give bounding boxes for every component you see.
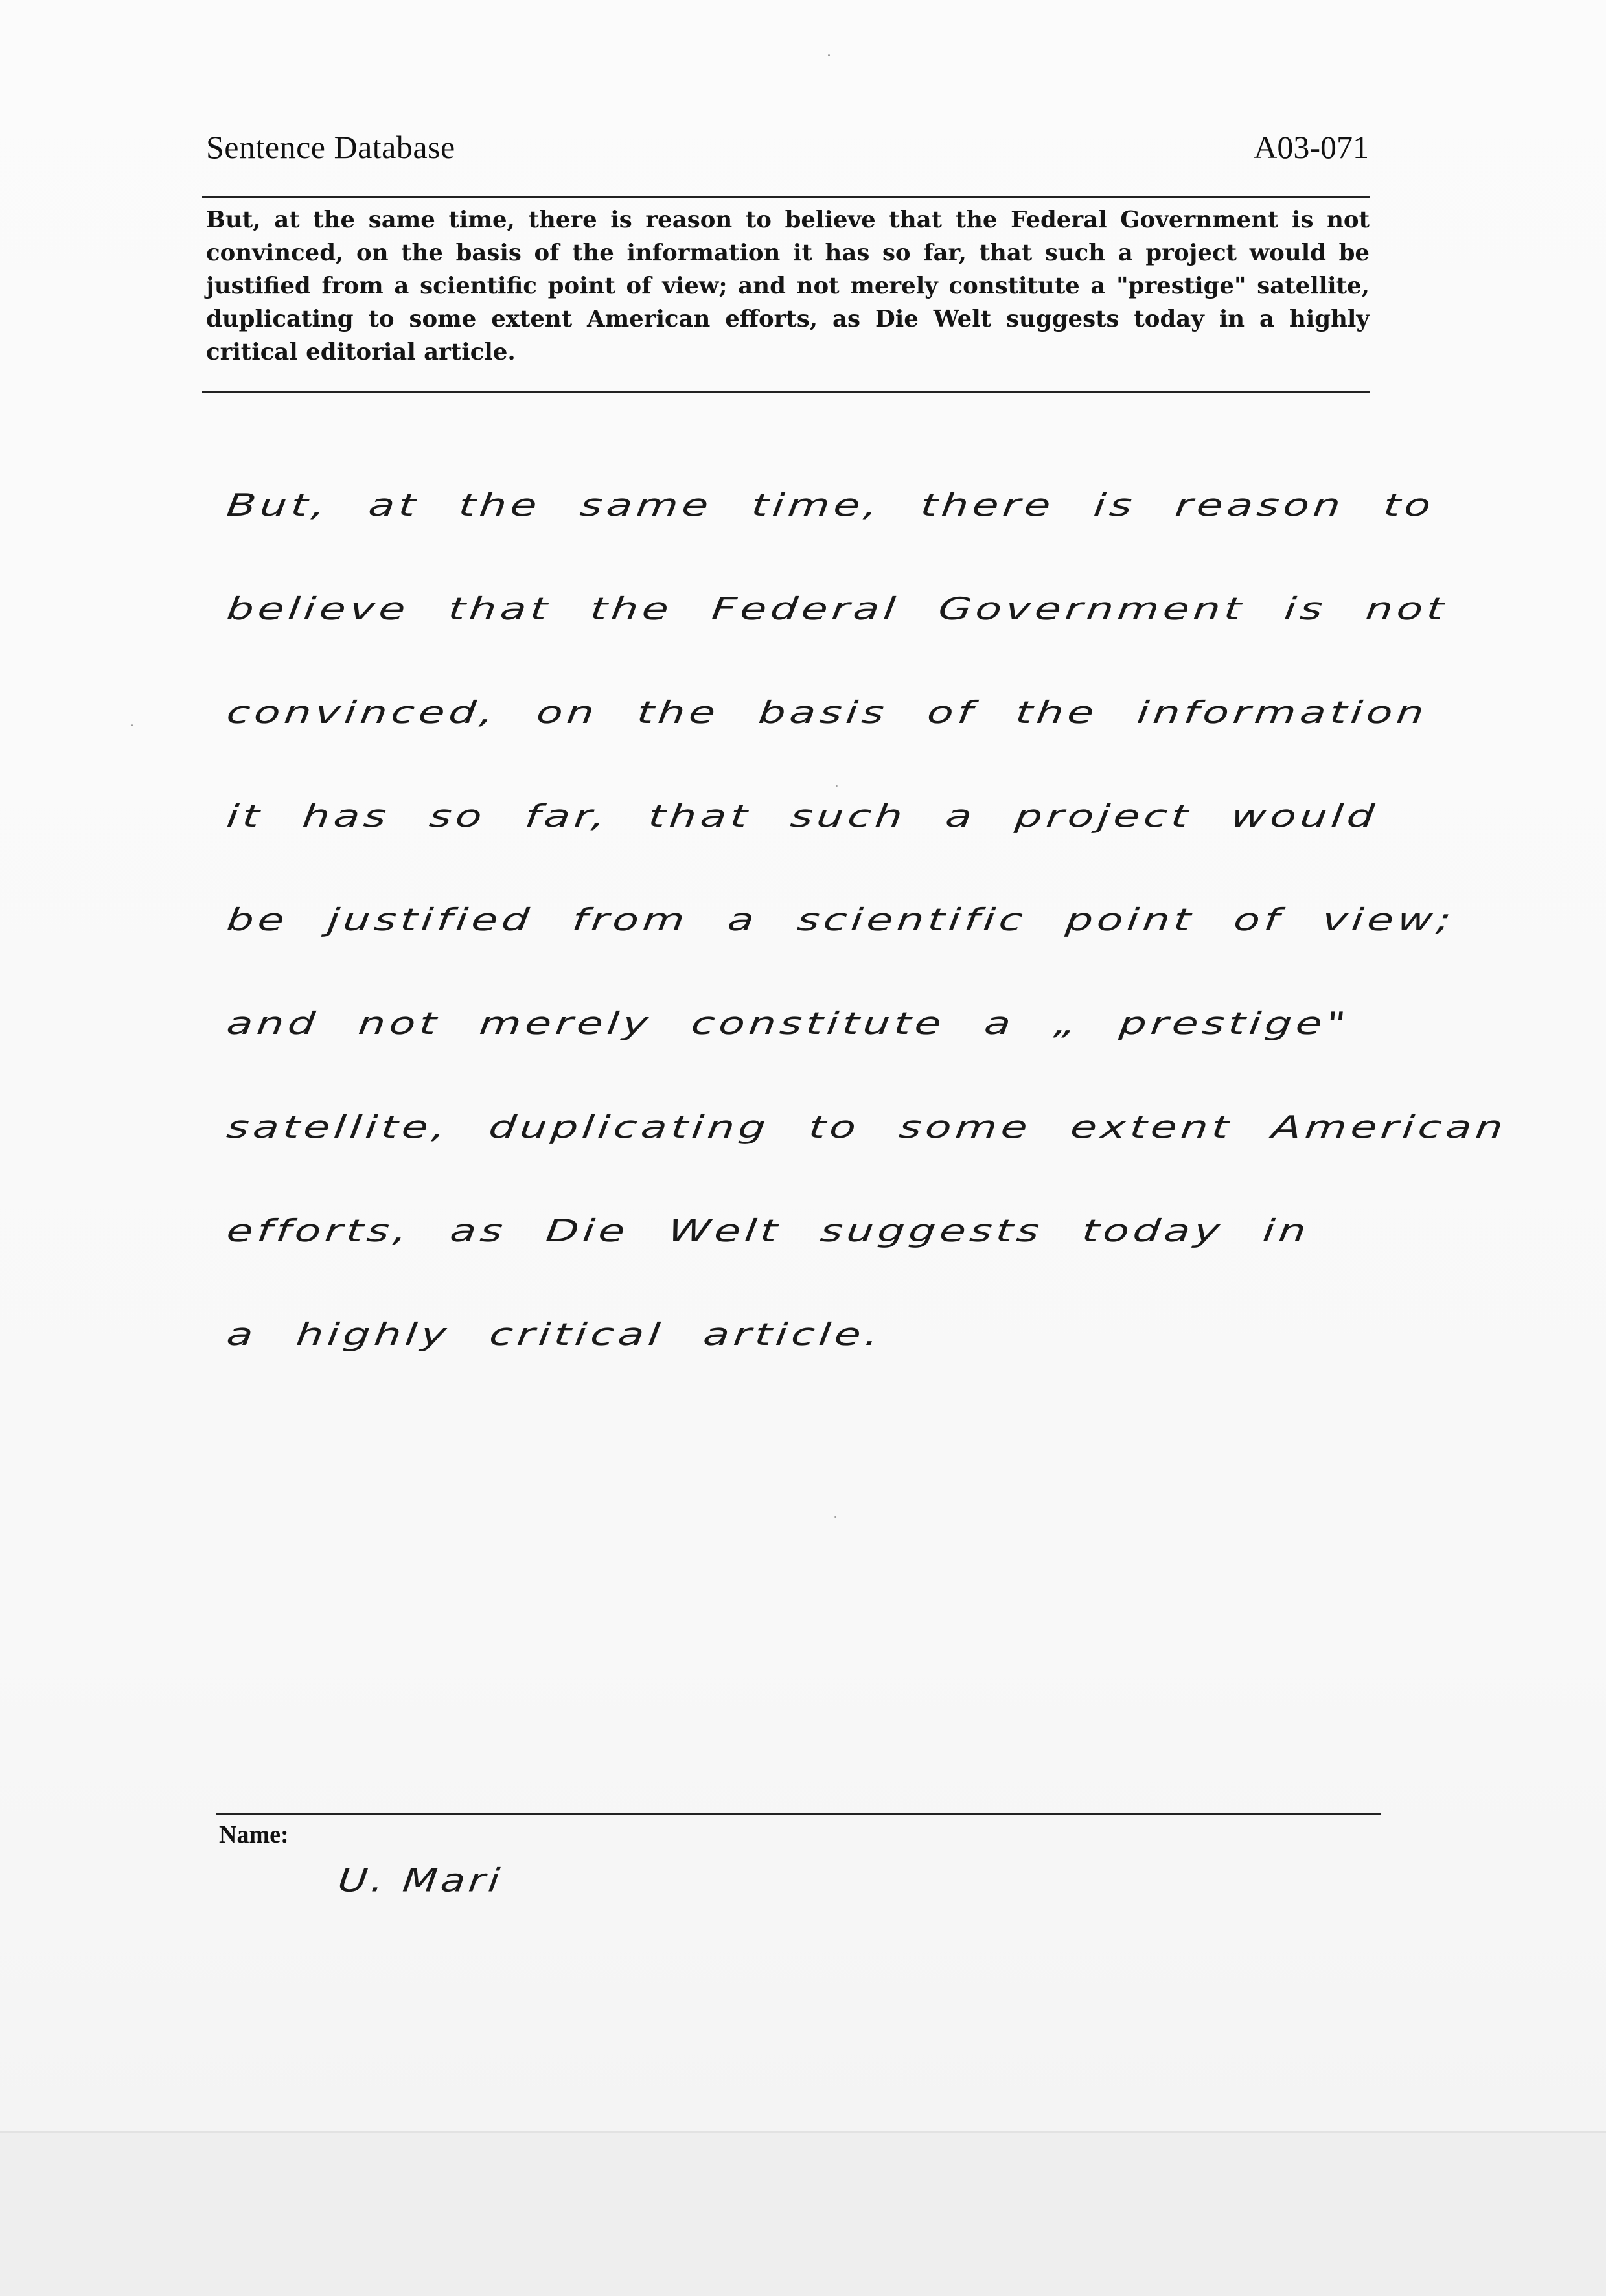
handwritten-line: be justified from a scientific point of view; xyxy=(225,901,1457,938)
handwritten-transcription xyxy=(225,453,1509,1386)
handwritten-line: a highly critical article. xyxy=(225,1316,884,1353)
handwritten-line: it has so far, that such a project would xyxy=(225,798,1380,834)
printed-prompt-text: But, at the same time, there is reason to believe that the Federal Government is not convinced, on the basis of the information it has so far, that such a project would be justified from a scientific point of view; and not merely constitute a "prestige" satellite, duplicating to some extent American efforts, as Die Welt suggests today in a highly critical editorial article. xyxy=(206,207,1370,365)
handwritten-line: and not merely constitute a „ prestige" xyxy=(225,1005,1352,1042)
handwritten-line: satellite, duplicating to some extent American xyxy=(225,1108,1509,1145)
form-header xyxy=(206,128,1372,174)
name-rule xyxy=(216,1813,1381,1815)
prompt-divider-rule xyxy=(202,391,1370,393)
form-id: A03-071 xyxy=(1254,129,1369,165)
handwritten-line: But, at the same time, there is reason to xyxy=(225,487,1437,523)
scan-speck xyxy=(834,1516,836,1518)
scanner-bottom-strip xyxy=(0,2131,1606,2296)
scan-speck xyxy=(828,54,830,56)
scan-speck xyxy=(836,785,838,787)
handwritten-line: believe that the Federal Government is not xyxy=(225,590,1450,627)
database-title: Sentence Database xyxy=(206,129,455,165)
header-rule xyxy=(202,196,1370,198)
writer-signature: U. Mari xyxy=(336,1861,505,1900)
name-label: Name: xyxy=(219,1821,289,1848)
scan-speck xyxy=(131,724,133,726)
handwritten-line: convinced, on the basis of the information xyxy=(225,694,1430,731)
handwritten-line: efforts, as Die Welt suggests today in xyxy=(225,1212,1312,1249)
